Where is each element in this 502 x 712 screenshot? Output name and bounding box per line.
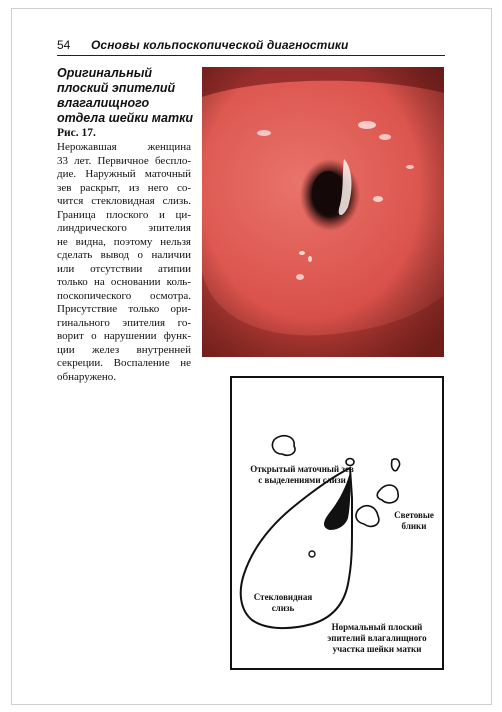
section-heading-line: плоский эпителий [57,81,176,95]
caption-line: дие. Наружный маточный [57,168,191,180]
caption-line: гинального эпителия го- [57,316,191,329]
caption-line: секреции. Воспаление не [57,357,191,369]
caption-line: Нерожавшая женщина [57,141,191,153]
label-open-os: Открытый маточный зев с выделениями слизи [250,464,354,485]
highlight-schematic [309,551,315,557]
section-heading-line: отдела шейки матки [57,111,194,125]
caption-line: Граница плоского и ци- [57,208,191,221]
highlight-schematic [272,436,295,456]
figure-caption [57,141,191,384]
label-normal-epithelium: Нормальный плоский эпителий влагалищного участка шейки матки [327,622,427,654]
label-glassy-mucus: Стекловидная слизь [253,592,313,613]
section-heading-line: влагалищного [57,96,150,110]
colposcopy-photo-drawing [202,67,444,357]
highlight-schematic [377,485,398,503]
caption-line: 33 лет. Первичное беспло- [57,154,191,167]
section-heading [57,66,202,126]
figure-label: Рис. 17. [57,127,96,139]
caption-line: поскопического осмотра. [57,289,191,302]
caption-line: зев раскрыт, из него со- [57,181,191,194]
caption-line: сделать вывод о наличии [57,249,191,261]
running-title: Основы кольпоскопической диагностики [91,38,349,52]
colposcopy-photo [202,67,444,357]
caption-line: чится стекловидная слизь. [57,195,191,207]
caption-line: ворит о нарушении функ- [57,330,191,342]
caption-line: или отсутствии атипии [57,262,191,275]
page-number: 54 [57,38,71,52]
label-light-highlights: Световые блики [394,510,434,531]
running-head [57,37,445,56]
highlight-schematic [392,459,400,471]
caption-line: только на основании коль- [57,276,191,288]
caption-line: обнаружено. [57,370,117,383]
caption-line: Присутствие только ори- [57,303,191,315]
explanatory-schema [230,376,444,670]
caption-line: не видна, поэтому нельзя [57,235,191,248]
caption-line: линдрического эпителия [57,222,191,234]
section-heading-line: Оригинальный [57,66,153,80]
caption-line: ции желез внутренней [57,343,191,356]
